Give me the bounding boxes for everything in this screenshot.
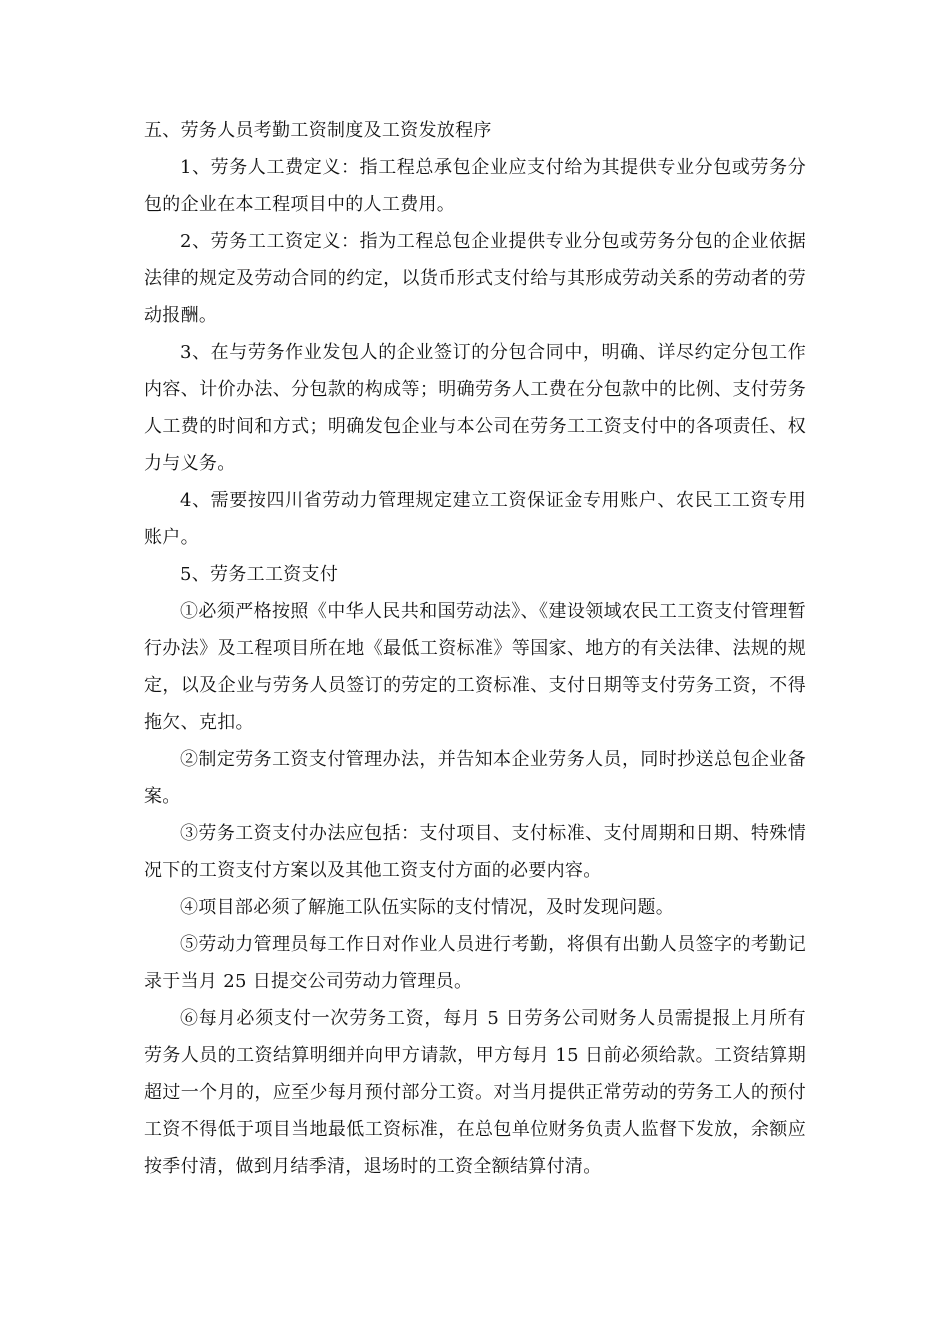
paragraph-item-6: ⑥每月必须支付一次劳务工资，每月 5 日劳务公司财务人员需提报上月所有劳务人员的工资结算明细并向甲方请款，甲方每月 15 日前必须给款。工资结算期超过一个月的，应至少每月预付部分工资。对当月提供正常劳动的劳务工人的预付工资不得低于项目当地最低工资标准，在总包单位财务负责人监督下发放，余额应按季付清，做到月结季清，退场时的工资全额结算付清。 bbox=[144, 1008, 806, 1177]
paragraph-4-accounts: 4、需要按四川省劳动力管理规定建立工资保证金专用账户、农民工工资专用账户。 bbox=[144, 490, 806, 548]
paragraph-3-subcontract-terms: 3、在与劳务作业发包人的企业签订的分包合同中，明确、详尽约定分包工作内容、计价办法、分包款的构成等；明确劳务人工费在分包款中的比例、支付劳务人工费的时间和方式；明确发包企业与本公司在劳务工工资支付中的各项责任、权力与义务。 bbox=[144, 342, 806, 474]
paragraph-item-2: ②制定劳务工资支付管理办法，并告知本企业劳务人员，同时抄送总包企业备案。 bbox=[144, 749, 806, 807]
paragraph-item-3: ③劳务工资支付办法应包括：支付项目、支付标准、支付周期和日期、特殊情况下的工资支付方案以及其他工资支付方面的必要内容。 bbox=[144, 823, 806, 881]
paragraph-item-4: ④项目部必须了解施工队伍实际的支付情况，及时发现问题。 bbox=[180, 897, 675, 918]
document-body bbox=[144, 112, 806, 1185]
section-heading: 五、劳务人员考勤工资制度及工资发放程序 bbox=[144, 120, 492, 141]
paragraph-1-labor-cost-definition: 1、劳务人工费定义：指工程总承包企业应支付给为其提供专业分包或劳务分包的企业在本工程项目中的人工费用。 bbox=[144, 157, 806, 215]
paragraph-item-1: ①必须严格按照《中华人民共和国劳动法》、《建设领域农民工工资支付管理暂行办法》及工程项目所在地《最低工资标准》等国家、地方的有关法律、法规的规定，以及企业与劳务人员签订的劳定的工资标准、支付日期等支付劳务工资，不得拖欠、克扣。 bbox=[144, 601, 806, 733]
paragraph-item-5: ⑤劳动力管理员每工作日对作业人员进行考勤，将俱有出勤人员签字的考勤记录于当月 25 日提交公司劳动力管理员。 bbox=[144, 934, 806, 992]
paragraph-5-wage-payment-title: 5、劳务工工资支付 bbox=[180, 564, 339, 585]
paragraph-2-wage-definition: 2、劳务工工资定义：指为工程总包企业提供专业分包或劳务分包的企业依据法律的规定及劳动合同的约定，以货币形式支付给与其形成劳动关系的劳动者的劳动报酬。 bbox=[144, 231, 806, 326]
